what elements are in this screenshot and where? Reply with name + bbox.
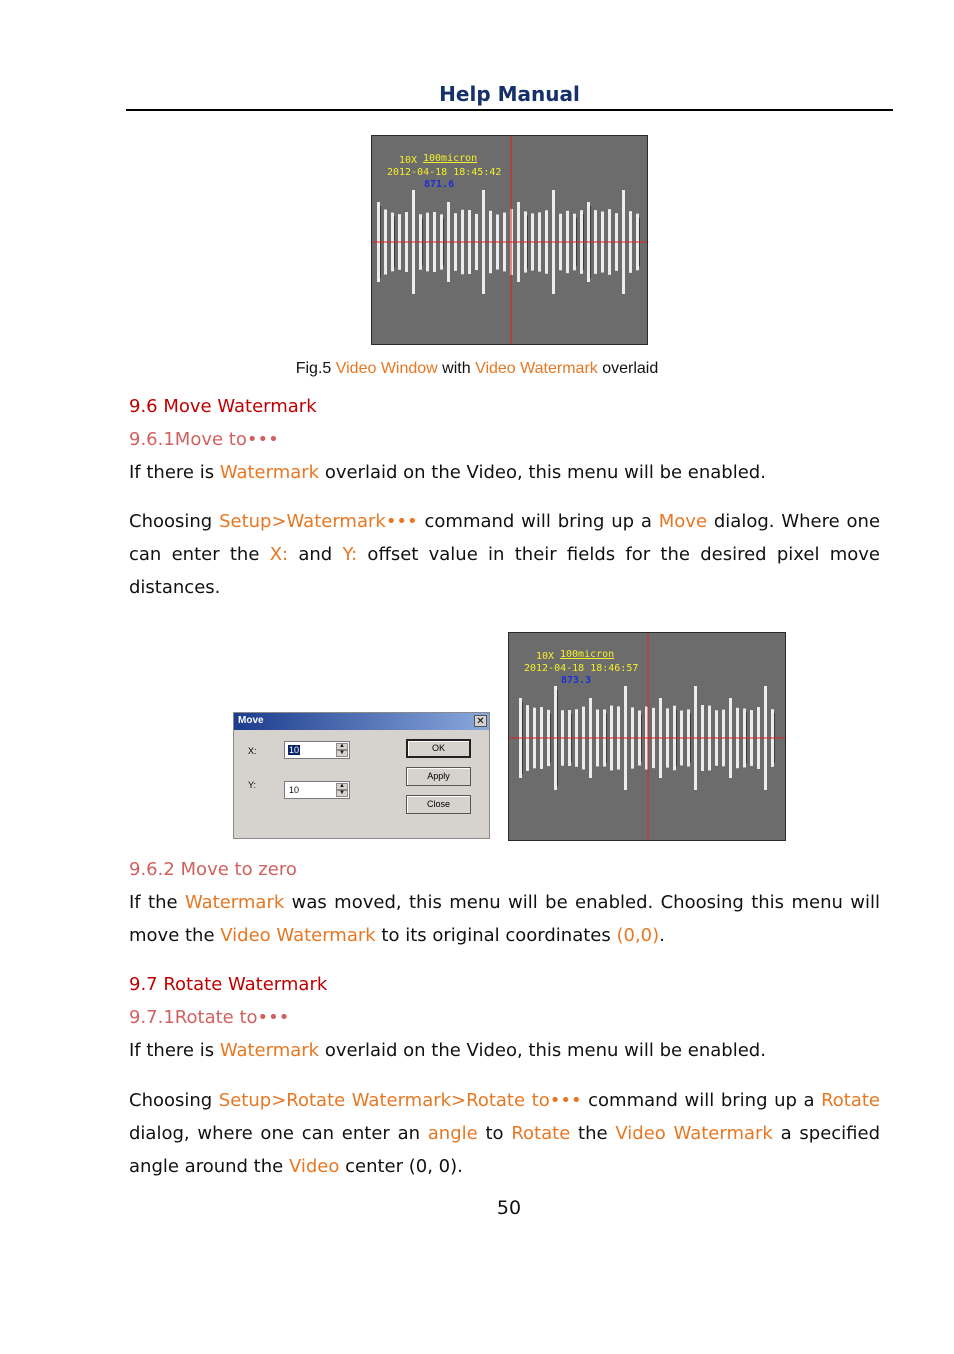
keyword-watermark: Watermark xyxy=(184,892,285,913)
keyword-video: Video xyxy=(288,1156,340,1177)
close-icon[interactable]: ✕ xyxy=(474,715,487,727)
keyword-rotate: Rotate xyxy=(821,1090,881,1111)
watermark-timestamp: 2012-04-18 18:46:57 xyxy=(524,663,639,674)
text: If there is xyxy=(129,462,220,483)
x-offset-value: 10 xyxy=(289,745,300,755)
y-label: Y: xyxy=(248,780,257,790)
keyword-setup-watermark: Setup>Watermark••• xyxy=(219,511,418,532)
text: command will bring up a xyxy=(581,1090,822,1111)
video-window-figure-2 xyxy=(508,632,786,841)
watermark-measure: 873.3 xyxy=(561,675,592,686)
heading-9-6-2: 9.6.2 Move to zero xyxy=(129,859,297,880)
watermark-scale: 100micron xyxy=(423,153,478,164)
keyword-watermark: Watermark xyxy=(219,1040,320,1061)
watermark-measure: 871.6 xyxy=(424,179,455,190)
text: the xyxy=(570,1123,616,1144)
move-dialog xyxy=(233,712,490,839)
keyword-video-watermark: Video Watermark xyxy=(615,1123,773,1144)
y-offset-value: 10 xyxy=(289,785,300,795)
dialog-title-bar[interactable] xyxy=(234,713,489,730)
x-offset-input[interactable] xyxy=(284,741,350,759)
text: command will bring up a xyxy=(417,511,659,532)
text: overlaid on the Video, this menu will be enabled. xyxy=(319,1040,766,1061)
text: Choosing xyxy=(129,1090,219,1111)
page-header-title: Help Manual xyxy=(439,82,580,106)
watermark-timestamp: 2012-04-18 18:45:42 xyxy=(387,167,502,178)
paragraph-9-7-1-a xyxy=(129,1034,880,1067)
keyword-y: Y: xyxy=(342,544,358,565)
watermark-magnification: 10X xyxy=(399,155,418,166)
paragraph-9-7-1-b xyxy=(129,1084,880,1183)
caption-video-watermark: Video Watermark xyxy=(475,360,598,377)
heading-9-6-1: 9.6.1Move to••• xyxy=(129,429,279,450)
header-rule xyxy=(126,109,893,111)
keyword-angle: angle xyxy=(427,1123,478,1144)
keyword-x: X: xyxy=(269,544,289,565)
text: overlaid on the Video, this menu will be enabled. xyxy=(319,462,766,483)
paragraph-9-6-2 xyxy=(129,886,880,952)
text: was moved, this menu will be enabled. Choosing this menu will move the xyxy=(129,892,880,946)
text: If there is xyxy=(129,1040,220,1061)
keyword-rotate: Rotate xyxy=(511,1123,571,1144)
spin-down-icon[interactable]: ▼ xyxy=(336,790,348,797)
text: Choosing xyxy=(129,511,220,532)
spin-up-icon[interactable]: ▲ xyxy=(336,743,348,750)
text: offset value in their fields for the desired pixel move distances. xyxy=(129,544,881,598)
heading-9-7: 9.7 Rotate Watermark xyxy=(129,974,328,995)
dialog-title: Move xyxy=(238,715,264,726)
spin-down-icon[interactable]: ▼ xyxy=(336,750,348,757)
page-number: 50 xyxy=(496,1197,522,1219)
watermark-magnification: 10X xyxy=(536,651,555,662)
spin-up-icon[interactable]: ▲ xyxy=(336,783,348,790)
ok-button[interactable]: OK xyxy=(406,739,471,758)
video-window-figure-1 xyxy=(371,135,648,345)
caption-with: with xyxy=(437,360,476,377)
heading-9-6: 9.6 Move Watermark xyxy=(129,396,317,417)
caption-video-window: Video Window xyxy=(335,360,438,377)
text: to its original coordinates xyxy=(375,925,617,946)
heading-9-7-1: 9.7.1Rotate to••• xyxy=(129,1007,290,1028)
caption-prefix: Fig.5 xyxy=(295,360,336,377)
text: dialog, where one can enter an xyxy=(129,1123,428,1144)
text: dialog. Where one can enter the xyxy=(129,511,881,565)
paragraph-9-6-1-b xyxy=(129,505,880,604)
x-label: X: xyxy=(248,746,257,756)
text: to xyxy=(477,1123,512,1144)
keyword-video-watermark: Video Watermark xyxy=(220,925,376,946)
figure-caption xyxy=(0,360,954,378)
text: If the xyxy=(129,892,185,913)
text: center (0, 0). xyxy=(339,1156,463,1177)
caption-suffix: overlaid xyxy=(597,360,659,377)
text: a specified angle around the xyxy=(129,1123,881,1177)
apply-button[interactable]: Apply xyxy=(406,767,471,786)
paragraph-9-6-1-a xyxy=(129,456,880,489)
keyword-move: Move xyxy=(658,511,708,532)
close-button[interactable]: Close xyxy=(406,795,471,814)
text: and xyxy=(288,544,343,565)
keyword-setup-rotate: Setup>Rotate Watermark>Rotate to••• xyxy=(218,1090,582,1111)
watermark-scale: 100micron xyxy=(560,649,615,660)
y-offset-input[interactable] xyxy=(284,781,350,799)
keyword-watermark: Watermark xyxy=(219,462,320,483)
keyword-coords: (0,0) xyxy=(616,925,660,946)
text: . xyxy=(659,925,665,946)
